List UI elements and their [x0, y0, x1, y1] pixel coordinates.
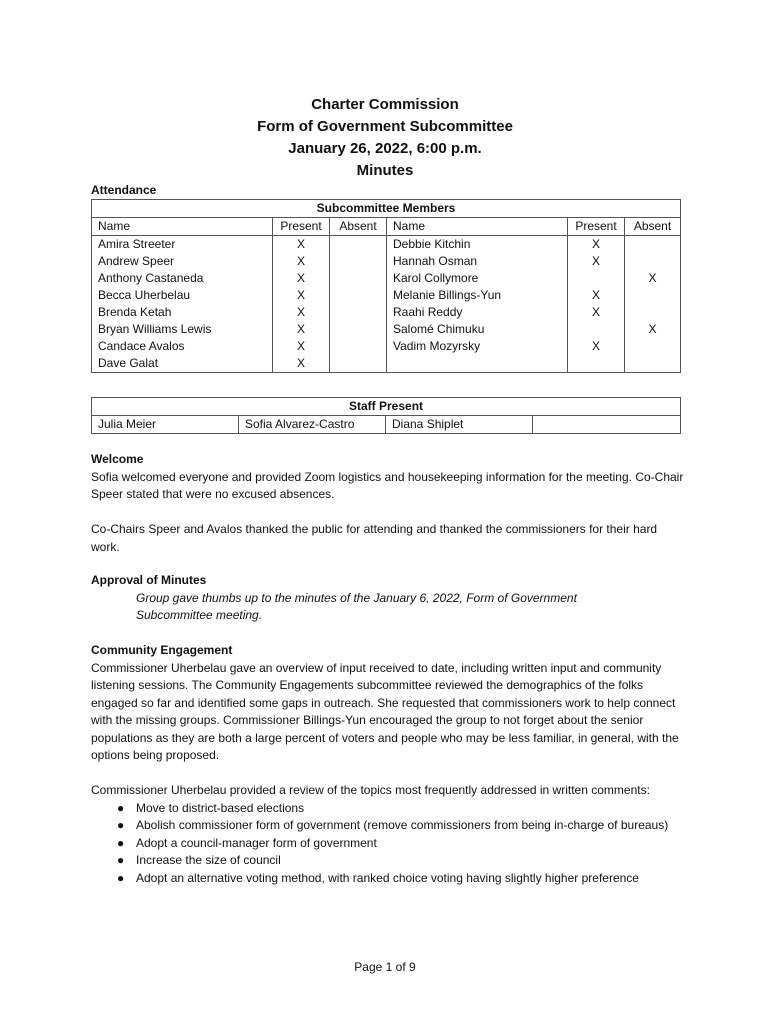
- col-header-present: Present: [273, 218, 330, 236]
- present-mark: X: [273, 338, 330, 355]
- present-mark: X: [568, 253, 625, 270]
- staff-name: Julia Meier: [92, 416, 239, 434]
- present-mark: [568, 355, 625, 373]
- list-item: ● Abolish commissioner form of government (remove commissioners from being in-charge of bureaus): [91, 817, 686, 835]
- list-item: ● Increase the size of council: [91, 852, 686, 870]
- staff-name: Sofia Alvarez-Castro: [239, 416, 386, 434]
- table-row: [92, 338, 681, 355]
- welcome-paragraph: Co-Chairs Speer and Avalos thanked the public for attending and thanked the commissioners for their hard work.: [91, 522, 658, 554]
- topics-list: [91, 800, 686, 888]
- staff-name: Diana Shiplet: [386, 416, 533, 434]
- title-line: Form of Government Subcommittee: [257, 118, 513, 135]
- community-section: [91, 642, 686, 887]
- present-mark: X: [273, 270, 330, 287]
- table-row: [92, 287, 681, 304]
- member-name: Candace Avalos: [92, 338, 273, 355]
- title-line: Charter Commission: [311, 96, 459, 113]
- page-number: Page 1 of 9: [354, 960, 416, 974]
- community-paragraph: Commissioner Uherbelau gave an overview of input received to date, including written input and community listening sessions. The Community Engagements subcommittee reviewed the demographics of the folks engaged so far and identified some gaps in outreach. She requested that commissioners work to help connect with the missing groups. Commissioner Billings-Yun encouraged the group to not forget about the senior populations as they are both a large percent of voters and people who may be less familiar, in general, with the options being proposed.: [91, 660, 679, 762]
- staff-table: [91, 397, 681, 434]
- list-item: ● Adopt an alternative voting method, with ranked choice voting having slightly higher preference: [91, 870, 686, 888]
- approval-section: [91, 572, 686, 625]
- present-mark: [568, 270, 625, 287]
- table-row: [92, 304, 681, 321]
- welcome-section: [91, 451, 686, 556]
- member-name: Andrew Speer: [92, 253, 273, 270]
- table-row: [92, 270, 681, 287]
- present-mark: X: [273, 304, 330, 321]
- absent-mark: [330, 270, 387, 287]
- present-mark: X: [273, 355, 330, 373]
- absent-mark: X: [625, 321, 681, 338]
- bullet-icon: ●: [117, 835, 125, 850]
- absent-mark: [330, 236, 387, 254]
- approval-text: Group gave thumbs up to the minutes of the January 6, 2022, Form of Government Subcommittee meeting.: [136, 590, 577, 622]
- member-name: Brenda Ketah: [92, 304, 273, 321]
- absent-mark: [330, 355, 387, 373]
- absent-mark: [625, 338, 681, 355]
- absent-mark: [625, 304, 681, 321]
- absent-mark: [330, 338, 387, 355]
- col-header-name: Name: [387, 218, 568, 236]
- member-name: Becca Uherbelau: [92, 287, 273, 304]
- absent-mark: X: [625, 270, 681, 287]
- member-name: Salomé Chimuku: [387, 321, 568, 338]
- col-header-name: Name: [92, 218, 273, 236]
- absent-mark: [330, 304, 387, 321]
- present-mark: X: [273, 321, 330, 338]
- member-name: Bryan Williams Lewis: [92, 321, 273, 338]
- member-name: Hannah Osman: [387, 253, 568, 270]
- member-name: Melanie Billings-Yun: [387, 287, 568, 304]
- table-row: [92, 321, 681, 338]
- member-name: Karol Collymore: [387, 270, 568, 287]
- present-mark: X: [273, 287, 330, 304]
- absent-mark: [625, 355, 681, 373]
- welcome-heading: Welcome: [91, 452, 144, 466]
- table-row: [92, 416, 681, 434]
- present-mark: X: [568, 304, 625, 321]
- present-mark: X: [568, 338, 625, 355]
- col-header-present: Present: [568, 218, 625, 236]
- list-item: ● Adopt a council-manager form of government: [91, 835, 686, 853]
- absent-mark: [625, 287, 681, 304]
- staff-table-header: Staff Present: [92, 398, 681, 416]
- col-header-absent: Absent: [330, 218, 387, 236]
- title-line: Minutes: [356, 162, 414, 179]
- members-table-header: Subcommittee Members: [92, 200, 681, 218]
- present-mark: X: [273, 253, 330, 270]
- table-row: [92, 236, 681, 254]
- absent-mark: [330, 253, 387, 270]
- absent-mark: [625, 253, 681, 270]
- col-header-absent: Absent: [625, 218, 681, 236]
- present-mark: X: [568, 236, 625, 254]
- member-name: Raahi Reddy: [387, 304, 568, 321]
- approval-heading: Approval of Minutes: [91, 573, 207, 587]
- member-name: Vadim Mozyrsky: [387, 338, 568, 355]
- member-name: Debbie Kitchin: [387, 236, 568, 254]
- welcome-paragraph: Sofia welcomed everyone and provided Zoom logistics and housekeeping information for the meeting. Co-Chair Speer stated that were no excused absences.: [91, 469, 684, 501]
- list-item: ● Move to district-based elections: [91, 800, 686, 818]
- table-row: [92, 355, 681, 373]
- present-mark: X: [273, 236, 330, 254]
- absent-mark: [625, 236, 681, 254]
- table-row: [92, 253, 681, 270]
- member-name: Dave Galat: [92, 355, 273, 373]
- attendance-label: Attendance: [91, 183, 157, 197]
- present-mark: [568, 321, 625, 338]
- title-line: January 26, 2022, 6:00 p.m.: [288, 140, 482, 157]
- bullet-icon: ●: [117, 853, 125, 867]
- absent-mark: [330, 287, 387, 304]
- member-name: [387, 355, 568, 373]
- bullet-icon: ●: [117, 818, 125, 832]
- staff-name: [533, 416, 681, 434]
- community-heading: Community Engagement: [91, 643, 233, 657]
- bullet-icon: ●: [117, 800, 125, 815]
- bullet-icon: ●: [117, 870, 125, 885]
- present-mark: X: [568, 287, 625, 304]
- member-name: Amira Streeter: [92, 236, 273, 254]
- document-title: [0, 94, 770, 182]
- community-paragraph: Commissioner Uherbelau provided a review of the topics most frequently addressed in written comments:: [91, 783, 650, 797]
- member-name: Anthony Castaneda: [92, 270, 273, 287]
- attendance-table: [91, 199, 681, 373]
- absent-mark: [330, 321, 387, 338]
